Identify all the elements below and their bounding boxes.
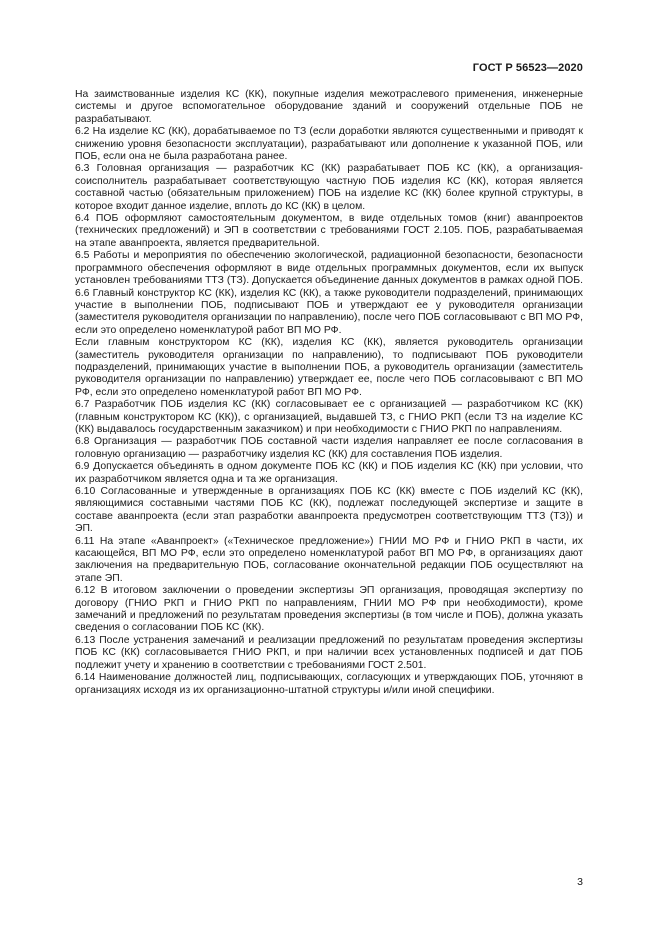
paragraph-6-9: 6.9 Допускается объединять в одном документе ПОБ КС (КК) и ПОБ изделия КС (КК) при условии, что их разработчиком является одна и та же организация. bbox=[75, 461, 583, 485]
paragraph-6-4: 6.4 ПОБ оформляют самостоятельным документом, в виде отдельных томов (книг) аванпроектов (технических предложений) и ЭП в соответствии с требованиями ГОСТ 2.105. ПОБ, разрабатываемая на этапе аванпроекта, является предварительной. bbox=[75, 213, 583, 249]
document-header-standard: ГОСТ Р 56523—2020 bbox=[472, 62, 583, 74]
paragraph-6-11: 6.11 На этапе «Аванпроект» («Техническое предложение») ГНИИ МО РФ и ГНИО РКП в части, их касающейся, ВП МО РФ, если это определено номенклатурой работ ВП МО РФ, в организациях дают заключения на предварительную ПОБ, согласование окончательной редакции ПОБ осуществляют на этапе ЭП. bbox=[75, 535, 583, 584]
paragraph-6-3: 6.3 Головная организация — разработчик КС (КК) разрабатывает ПОБ КС (КК), а организация-соисполнитель разрабатывает соответствующую частную ПОБ изделия КС (КК), которая является составной частью (обязательным приложением) ПОБ на изделие КС (КК) более крупной структуры, в которое входит данное изделие, вплоть до КС (КК) в целом. bbox=[75, 163, 583, 212]
paragraph-6-13: 6.13 После устранения замечаний и реализации предложений по результатам проведения экспертизы ПОБ КС (КК) согласовывается ГНИО РКП, и при наличии всех установленных подписей и дат ПОБ подлежит учету и хранению в соответствии с требованиями ГОСТ 2.501. bbox=[75, 634, 583, 671]
paragraph-6-14: 6.14 Наименование должностей лиц, подписывающих, согласующих и утверждающих ПОБ, уточняют в организациях исходя из их организационно-штатной структуры и/или иной специфики. bbox=[75, 672, 583, 696]
paragraph-6-7: 6.7 Разработчик ПОБ изделия КС (КК) согласовывает ее с организацией — разработчиком КС (КК) (главным конструктором КС (КК)), с организацией, выдавшей ТЗ, с ГНИО РКП (если ТЗ на изделие КС (КК) выдавалось государственным заказчиком) и при необходимости с ГНИО РКП по направлениям. bbox=[75, 399, 583, 435]
document-body bbox=[75, 89, 583, 697]
paragraph-6-6: 6.6 Главный конструктор КС (КК), изделия КС (КК), а также руководители подразделений, принимающих участие в выполнении ПОБ, подписывают ПОБ и утверждают ее у руководителя организации (заместителя руководителя организации по направлению), после чего ПОБ согласовывают с ВП МО РФ, если это определено номенклатурой работ ВП МО РФ. bbox=[75, 287, 583, 336]
paragraph-6-5: 6.5 Работы и мероприятия по обеспечению экологической, радиационной безопасности, безопасности программного обеспечения оформляют в виде отдельных программных документов, если их выпуск установлен требованиями ТТЗ (ТЗ). Допускается объединение данных документов в рамках одной ПОБ. bbox=[75, 250, 583, 287]
paragraph-6-6-continuation: Если главным конструктором КС (КК), изделия КС (КК), является руководитель организации (заместитель руководителя организации по направлению), то подписывают ПОБ руководители подразделений, принимающих участие в выполнении ПОБ, а руководитель организации (заместитель руководителя организации по направлению) утверждает ее, после чего ПОБ согласовывают с ВП МО РФ, если это определено номенклатурой работ ВП МО РФ. bbox=[75, 337, 583, 398]
paragraph-6-2: 6.2 На изделие КС (КК), дорабатываемое по ТЗ (если доработки являются существенными и приводят к снижению уровня безопасности эксплуатации), разрабатывают или дополнение к указанной ПОБ, или ПОБ, если она не была разработана ранее. bbox=[75, 126, 583, 163]
paragraph-6-8: 6.8 Организация — разработчик ПОБ составной части изделия направляет ее после согласования в головную организацию — разработчику изделия КС (КК) для составления ПОБ изделия. bbox=[75, 436, 583, 460]
paragraph-6-1-continuation: На заимствованные изделия КС (КК), покупные изделия межотраслевого применения, инженерные системы и другое вспомогательное оборудование зданий и сооружений отдельные ПОБ не разрабатывают. bbox=[75, 89, 583, 125]
paragraph-6-12: 6.12 В итоговом заключении о проведении экспертизы ЭП организация, проводящая экспертизу по договору (ГНИО РКП и ГНИО РКП по направлениям, ГНИИ МО РФ при необходимости), кроме замечаний и предложений по результатам проведения экспертизы (в том числе и ПОБ), должна указать сведения о согласовании ПОБ КС (КК). bbox=[75, 585, 583, 634]
page-number: 3 bbox=[577, 876, 583, 888]
paragraph-6-10: 6.10 Согласованные и утвержденные в организациях ПОБ КС (КК) вместе с ПОБ изделий КС (КК), являющимися составными частями ПОБ КС (КК), подлежат последующей экспертизе и защите в составе аванпроекта (если этап разработки аванпроекта предусмотрен соответствующим ТТЗ (ТЗ)) и ЭП. bbox=[75, 486, 583, 535]
